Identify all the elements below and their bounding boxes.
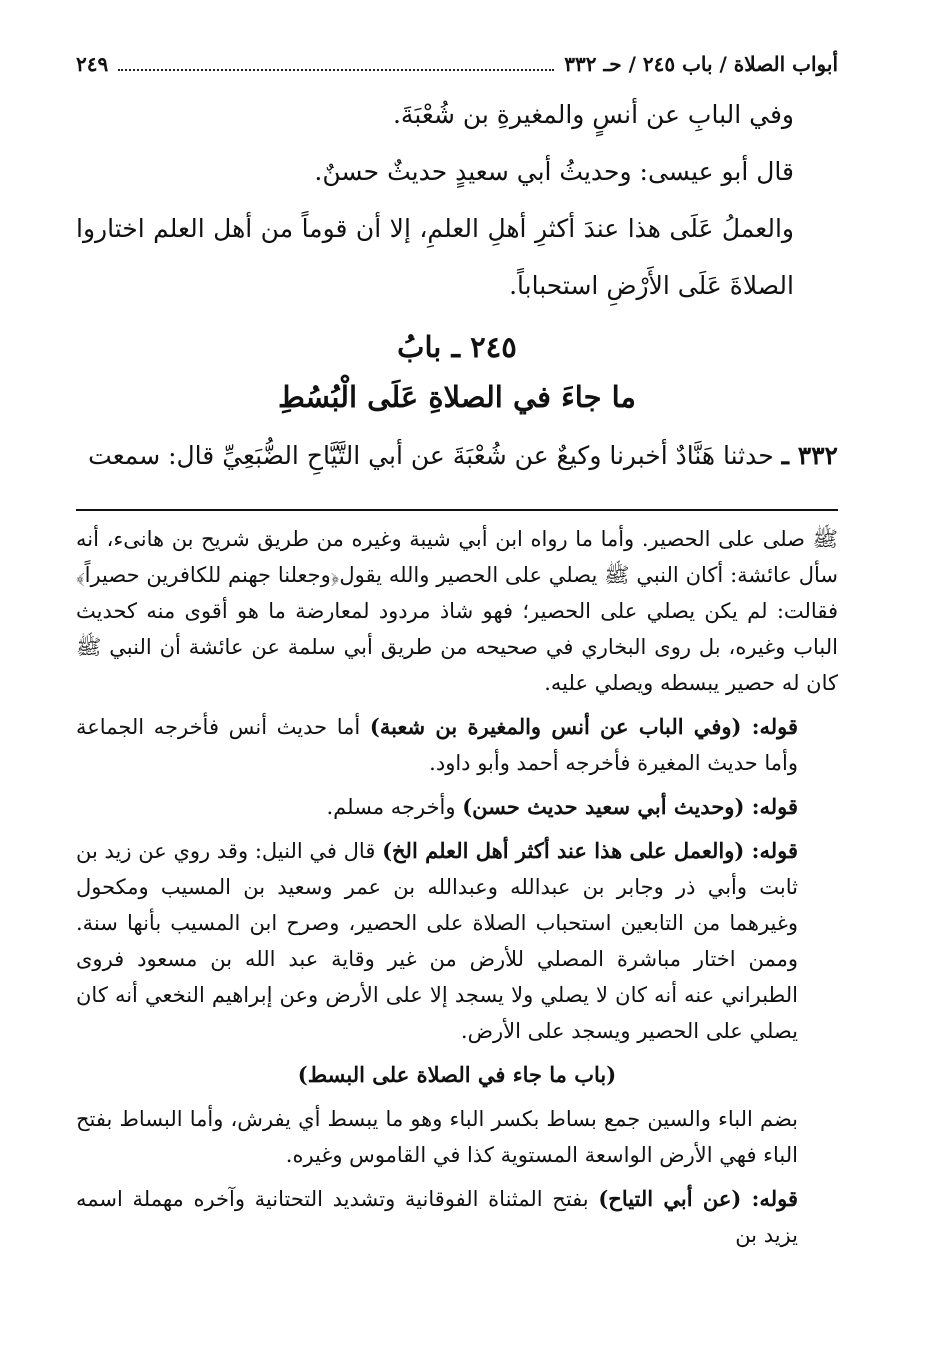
note-2: [76, 709, 838, 781]
hadith-paragraph: [76, 428, 838, 484]
hadith-number: ٣٣٢ ـ: [781, 441, 838, 470]
footnote-divider: [76, 509, 838, 511]
note-subheading: (باب ما جاء في الصلاة على البسط): [297, 1062, 617, 1087]
note-4-text: قال في النيل: وقد روي عن زيد بن ثابت وأبي ذر وجابر بن عبدالله وعبدالله بن عمر وسعيد بن المسيب ومكحول وغيرهما من التابعين استحباب الصلاة على الحصير، وصرح ابن المسيب بأنها سنة. وممن اختار مباشرة المصلي للأرض من غير وقاية عبد الله بن مسعود فروى الطبراني عنه أنه كان لا يصلي ولا يسجد إلا على الأرض وعن إبراهيم النخعي أنه كان يصلي على الحصير ويسجد على الأرض.: [76, 839, 798, 1043]
note-3-text: وأخرجه مسلم.: [326, 795, 463, 819]
main-paragraph-1: وفي البابِ عن أنسٍ والمغيرةِ بن شُعْبَةَ.: [392, 100, 794, 129]
note-5: بضم الباء والسين جمع بساط بكسر الباء وهو ما يبسط أي يفرش، وأما البساط بفتح الباء فهي الأرض الواسعة المستوية كذا في القاموس وغيره.: [76, 1107, 798, 1167]
hadith-text: حدثنا هَنَّادٌ أخبرنا وكيعٌ عن شُعْبَةَ عن أبي التَّيَّاحِ الضُّبَعِيِّ قال: سمعت: [88, 441, 774, 470]
leader-dots: [118, 55, 554, 71]
note-2-label: قوله: (وفي الباب عن أنس والمغيرة بن شعبة): [369, 714, 798, 739]
running-head-title: أبواب الصلاة / باب ٢٤٥ / حـ ٣٣٢: [564, 52, 838, 76]
note-4: [76, 833, 838, 1049]
main-paragraph-3: والعملُ عَلَى هذا عندَ أكثرِ أهلِ العلمِ، إلا أن قوماً من أهل العلم اختاروا الصلاةَ عَلَى الأَرْضِ استحباباً.: [76, 214, 794, 300]
commentary: [76, 521, 838, 1253]
page: [76, 52, 838, 1261]
main-paragraph-2: قال أبو عيسى: وحديثُ أبي سعيدٍ حديثٌ حسنٌ.: [314, 157, 794, 186]
chapter-title: ما جاءَ في الصلاةِ عَلَى الْبُسُطِ: [278, 380, 636, 414]
running-head: [76, 52, 838, 86]
note-2-text: أما حديث أنس فأخرجه الجماعة وأما حديث المغيرة فأخرجه أحمد وأبو داود.: [76, 715, 798, 775]
page-number: ٢٤٩: [76, 52, 109, 76]
note-1: ﷺ صلى على الحصير. وأما ما رواه ابن أبي شيبة وغيره من طريق شريح بن هانىء، أنه سأل عائشة: أكان النبي ﷺ يصلي على الحصير والله يقول﴿وجعلنا جهنم للكافرين حصيراً﴾ فقالت: لم يكن يصلي على الحصير؛ فهو شاذ مردود لمعارضة ما هو أقوى منه كحديث الباب وغيره، بل روى البخاري في صحيحه من طريق أبي سلمة عن عائشة أن النبي ﷺ كان له حصير يبسطه ويصلي عليه.: [76, 527, 838, 695]
note-6-label: قوله: (عن أبي التياح): [598, 1186, 798, 1211]
note-6-text: بفتح المثناة الفوقانية وتشديد التحتانية وآخره مهملة اسمه يزيد بن: [76, 1187, 798, 1247]
chapter-number: ٢٤٥ ـ بابُ: [397, 330, 517, 364]
note-3: [76, 789, 838, 825]
note-3-label: قوله: (وحديث أبي سعيد حديث حسن): [462, 794, 798, 819]
note-4-label: قوله: (والعمل على هذا عند أكثر أهل العلم الخ): [382, 838, 798, 863]
chapter-heading: [76, 322, 838, 422]
note-6: [76, 1181, 838, 1253]
main-text: [76, 86, 838, 314]
